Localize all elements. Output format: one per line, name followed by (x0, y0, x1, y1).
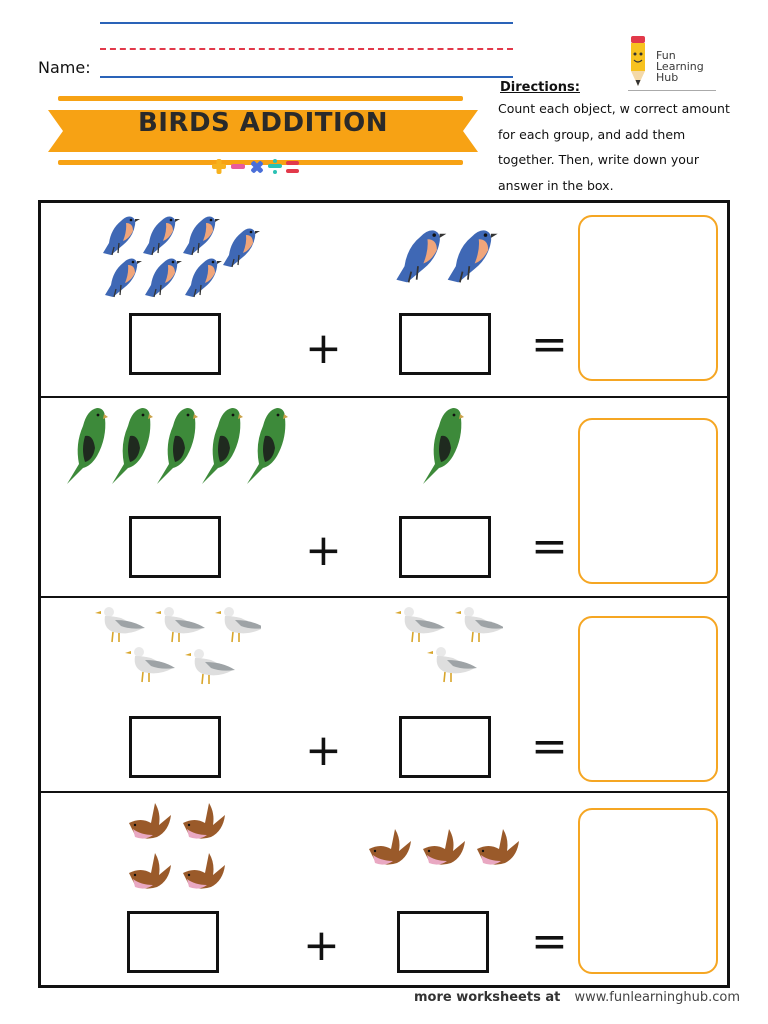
problem-row-3 (41, 598, 727, 793)
right-bird-group-3 (393, 606, 503, 698)
equals-sign-4: = (531, 916, 568, 967)
name-line-bottom[interactable] (100, 76, 513, 78)
footer (414, 990, 740, 1005)
result-box-1[interactable] (578, 215, 718, 381)
right-count-box-3[interactable] (399, 716, 491, 778)
name-line-top (100, 22, 513, 24)
logo-text (656, 50, 704, 83)
left-count-box-4[interactable] (127, 911, 219, 973)
result-box-2[interactable] (578, 418, 718, 584)
left-bird-group-3 (91, 606, 261, 698)
right-bird-group-2 (421, 404, 471, 488)
name-line-dashed (100, 48, 513, 50)
directions-text: Count each object, w correct amount for each group, and add them together. Then, write down your answer in the box. (498, 101, 730, 193)
problem-row-1 (41, 203, 727, 398)
left-bird-group-2 (65, 404, 295, 488)
plus-sign-4: + (303, 920, 340, 971)
worksheet-frame (38, 200, 730, 988)
math-operators-icon (210, 157, 300, 177)
equals-sign-2: = (531, 521, 568, 572)
logo-line-3: Hub (656, 71, 679, 84)
right-count-box-4[interactable] (397, 911, 489, 973)
left-bird-group-4 (121, 799, 241, 907)
left-count-box-3[interactable] (129, 716, 221, 778)
footer-url[interactable]: www.funlearninghub.com (574, 990, 741, 1005)
right-bird-group-4 (363, 823, 528, 875)
plus-sign-3: + (305, 725, 342, 776)
equals-sign-3: = (531, 721, 568, 772)
problem-row-2 (41, 398, 727, 598)
directions-title: Directions: (500, 80, 580, 95)
left-count-box-1[interactable] (129, 313, 221, 375)
result-box-4[interactable] (578, 808, 718, 974)
left-bird-group-1 (91, 211, 271, 306)
footer-label: more worksheets at (414, 990, 561, 1005)
logo-line-2: Learning (656, 60, 704, 73)
equals-sign-1: = (531, 319, 568, 370)
right-count-box-2[interactable] (399, 516, 491, 578)
problem-row-4 (41, 793, 727, 988)
name-label: Name: (38, 58, 91, 77)
worksheet-title: BIRDS ADDITION (137, 108, 389, 138)
right-bird-group-1 (391, 223, 501, 293)
result-box-3[interactable] (578, 616, 718, 782)
left-count-box-2[interactable] (129, 516, 221, 578)
plus-sign-1: + (305, 323, 342, 374)
right-count-box-1[interactable] (399, 313, 491, 375)
plus-sign-2: + (305, 525, 342, 576)
logo-line-1: Fun (656, 49, 676, 62)
